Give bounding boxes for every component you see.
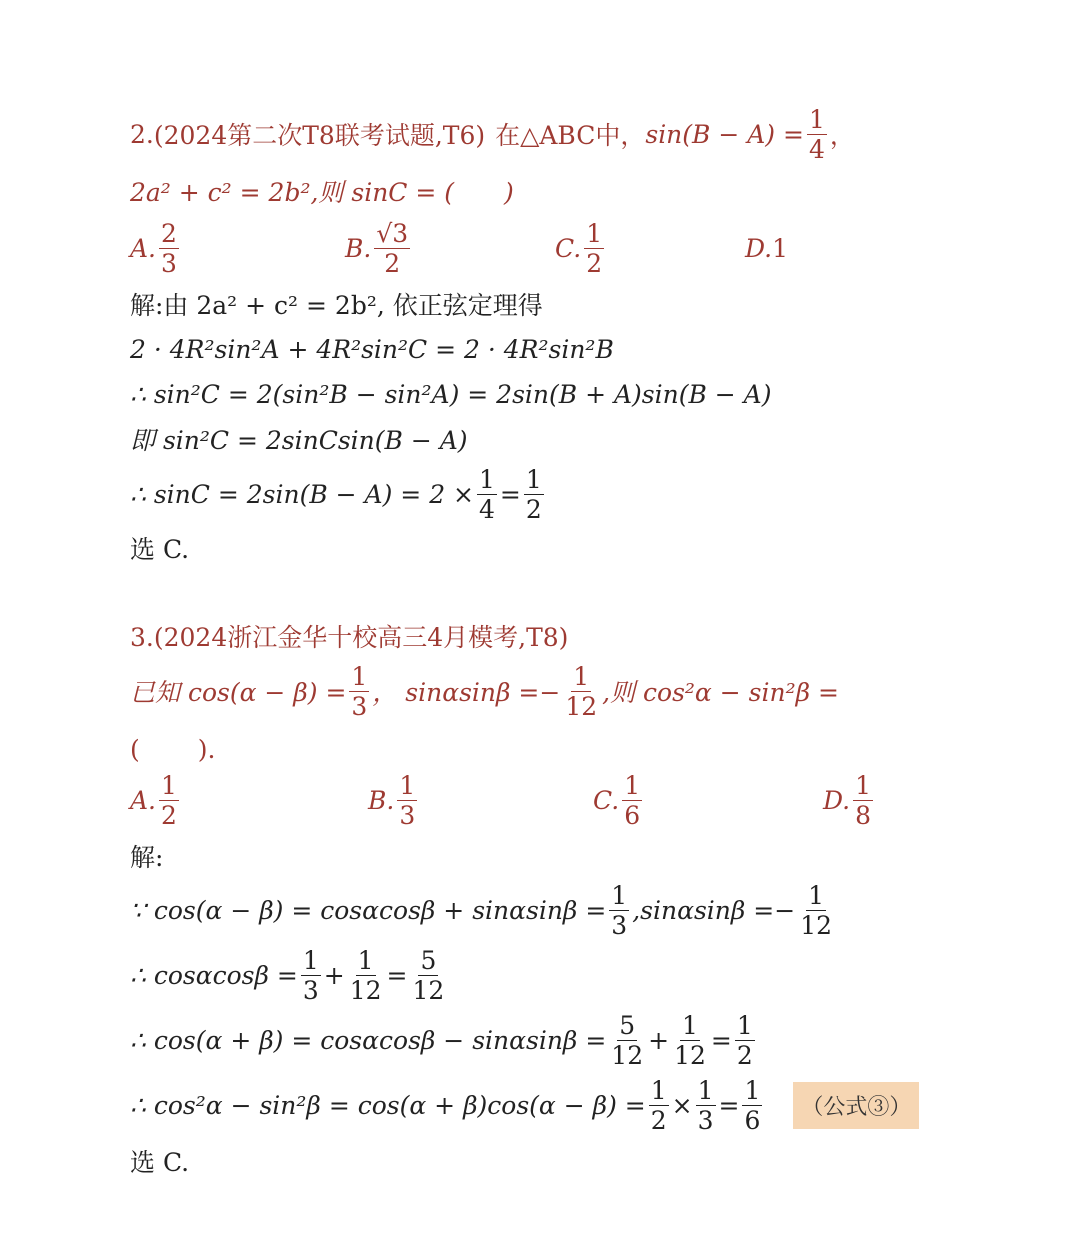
problem3-options bbox=[130, 772, 930, 828]
problem2-option-d: D. 1 bbox=[745, 233, 789, 263]
problem2-solution-step1: 解:由 2a² + c² = 2b², 依正弦定理得 bbox=[130, 291, 543, 320]
problem3-blank: ( ). bbox=[130, 735, 216, 764]
problem2-step5-fraction-1: $\frac{1}{4}$ bbox=[479, 464, 495, 524]
formula-tag-badge: （公式③） bbox=[793, 1082, 919, 1129]
problem3-answer: 选 C. bbox=[130, 1148, 190, 1177]
problem2-option-a: A. $\frac{2}{3}$ bbox=[130, 218, 177, 278]
problem2-option-c: C. $\frac{1}{2}$ bbox=[555, 218, 603, 278]
problem3-given-fraction-1: $\frac{1}{3}$ bbox=[351, 661, 368, 721]
problem3-option-b: B. $\frac{1}{3}$ bbox=[368, 770, 416, 830]
problem2-statement-line1: 2. (2024第二次T8联考试题,T6) 在△ABC中， sin(B − A) = $\frac{1}{4}$ ， bbox=[130, 104, 855, 164]
problem2-source: (2024第二次T8联考试题,T6) bbox=[153, 121, 486, 150]
problem2-step5-fraction-2: $\frac{1}{2}$ bbox=[525, 464, 542, 524]
problem3-header: 3.(2024浙江金华十校高三4月模考,T8) bbox=[130, 623, 569, 652]
problem2-answer: 选 C. bbox=[130, 535, 190, 564]
problem2-intro: 在△ABC中， bbox=[495, 121, 646, 150]
problem3-given: 已知 cos(α − β) = $\frac{1}{3}$ ， sinαsinβ =− $\frac{1}{12}$ ,则 cos²α − sin²β = bbox=[130, 661, 839, 721]
problem2-option-b: B. $\frac{√3}{2}$ bbox=[345, 218, 409, 278]
problem2-number: 2. bbox=[130, 119, 154, 149]
problem2-solution-step2: 2 · 4R²sin²A + 4R²sin²C = 2 · 4R²sin²B bbox=[130, 334, 614, 364]
problem2-options bbox=[130, 220, 890, 276]
problem3-solution-line3: ∴ cos(α + β) = cosαcosβ − sinαsinβ = $\frac{5}{12}$ + $\frac{1}{12}$ = $\frac{1}{2}$ bbox=[130, 1010, 753, 1070]
problem2-condition1-fraction: $\frac{1}{4}$ bbox=[808, 104, 825, 164]
problem2-statement-line2: 2a² + c² = 2b²,则 sinC = ( ) bbox=[130, 178, 514, 207]
problem3-option-d: D. $\frac{1}{8}$ bbox=[823, 770, 872, 830]
problem3-option-c: C. $\frac{1}{6}$ bbox=[593, 770, 641, 830]
problem3-solution-label: 解: bbox=[130, 843, 164, 872]
problem3-solution-line2: ∴ cosαcosβ = $\frac{1}{3}$ + $\frac{1}{12}$ = $\frac{5}{12}$ bbox=[130, 945, 445, 1005]
problem2-solution-step4: 即 sin²C = 2sinCsin(B − A) bbox=[130, 426, 468, 455]
problem3-given-fraction-2: $\frac{1}{12}$ bbox=[565, 661, 598, 721]
problem2-condition1: sin(B − A) = bbox=[645, 119, 804, 149]
problem2-solution-step3: ∴ sin²C = 2(sin²B − sin²A) = 2sin(B + A)sin(B − A) bbox=[130, 379, 772, 409]
problem3-solution-line1: ∵ cos(α − β) = cosαcosβ + sinαsinβ = $\frac{1}{3}$ ,sinαsinβ =− $\frac{1}{12}$ bbox=[130, 880, 832, 940]
problem2-solution-step5: ∴ sinC = 2sin(B − A) = 2 × $\frac{1}{4}$ = $\frac{1}{2}$ bbox=[130, 464, 542, 524]
problem3-solution-line4: ∴ cos²α − sin²β = cos(α + β)cos(α − β) = $\frac{1}{2}$ × $\frac{1}{3}$ = $\frac{1}{6}$ （公式③） bbox=[130, 1077, 919, 1133]
problem3-option-a: A. $\frac{1}{2}$ bbox=[130, 770, 177, 830]
